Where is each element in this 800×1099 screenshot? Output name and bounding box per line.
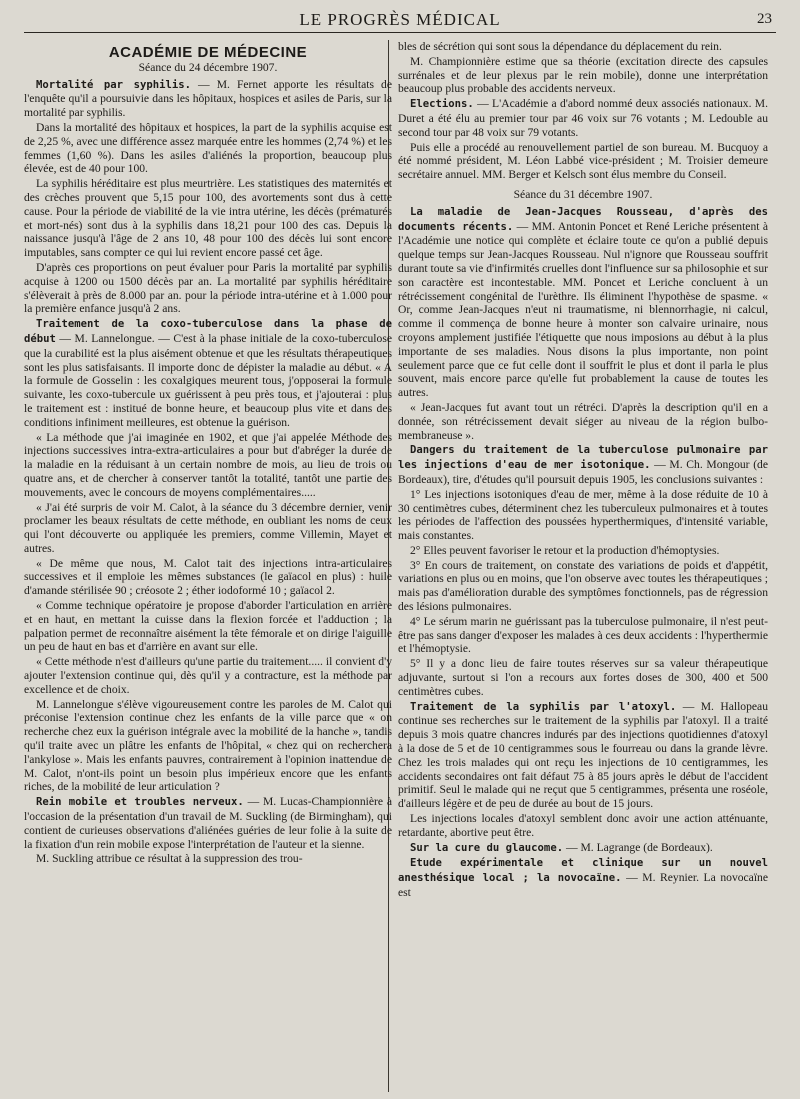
paragraph-text: La syphilis héréditaire est plus meurtrière. Les statistiques des maternités et des crèches prouvent que 5,15 pour 100, des avortements sont dus à cette cause. Pour la période de viabilité de la vie intra utérine, les décès (prématurés et mort-nés) sont dus à la syphilis dans 18,21 pour 100 des cas. Depuis la naissance jusqu'à l'âge de 2 ans 10, 48 pour 100 des décès lui sont encore imputables, sans compter ce qui lui revient encore passé cet âge.	[24, 177, 392, 260]
paragraph-heading: Elections.	[410, 98, 474, 111]
paragraph	[398, 700, 768, 811]
paragraph-text: « Comme technique opératoire je propose d'aborder l'articulation en arrière et en haut, en mettant la cuisse dans la flexion forcée et l'adduction ; la palpation permet de reconnaître aisément la tête fémorale et on dirige l'aiguille un peu de haut en bas et d'arrière en avant sur elle.	[24, 599, 392, 654]
paragraph-text: M. Suckling attribue ce résultat à la suppression des trou-	[36, 852, 303, 866]
paragraph-text: Dans la mortalité des hôpitaux et hospices, la part de la syphilis acquise est de 2,25 %, avec une différence assez marquée entre les hommes (2,74 %) et les femmes (1,60 %). Dans les asiles d'aliénés la proportion, beaucoup plus élevée, est de 40 pour 100.	[24, 120, 392, 176]
paragraph	[24, 557, 392, 598]
paragraph-heading: Mortalité par syphilis.	[36, 78, 191, 91]
paragraph-text: — M. Fernet apporte les résultats de l'enquête qu'il a poursuivie dans les hôpitaux, hospices et asiles de Paris, sur la mortalité par syphilis.	[24, 77, 392, 120]
paragraph	[398, 615, 768, 656]
paragraph	[24, 431, 392, 500]
paragraph-heading: La maladie de Jean-Jacques Rousseau, d'après des documents récents.	[398, 205, 768, 233]
paragraph-text: — L'Académie a d'abord nommé deux associés nationaux. M. Duret a été élu au premier tour par 46 voix sur 76 votants ; M. Ledouble au second tour par 48 voix sur 79 votants.	[398, 97, 768, 139]
paragraph	[398, 544, 768, 558]
paragraph-heading: Traitement de la syphilis par l'atoxyl.	[410, 700, 677, 713]
paragraph	[24, 317, 392, 429]
paragraph-heading: Dangers du traitement de la tuberculose pulmonaire par les injections d'eau de mer isotonique.	[398, 444, 768, 472]
paragraph	[398, 97, 768, 139]
paragraph	[398, 205, 768, 400]
paragraph-heading: Traitement de la coxo-tuberculose dans la phase de début	[24, 318, 392, 345]
paragraph-text: — M. Lagrange (de Bordeaux).	[563, 840, 713, 854]
paragraph	[24, 177, 392, 260]
paragraph-text: M. Lannelongue s'élève vigoureusement contre les paroles de M. Calot qui préconise l'extension continue chez les enfants de la ville parce que « on recherche chez eux la guérison intégrale avec la mobilité de la hanche », tandis qu'il traite avec un plâtre les enfants de l'hôpital, « chez qui on recherchera l'ankylose ». Mais les enfants pauvres, contrairement à l'opinion inattendue de M. Calot, n'ont-ils point un besoin plus impérieux encore que les enfants riches, de la mobilité de leur articulation ?	[24, 697, 392, 794]
paragraph	[24, 852, 392, 866]
paragraph	[398, 812, 768, 840]
paragraph-text: « Jean-Jacques fut avant tout un rétréci. D'après la description qu'il en a donnée, son rétrécissement devait siéger au niveau de la région bulbo-membraneuse ».	[398, 400, 768, 442]
right-column	[398, 40, 768, 901]
paragraph-heading: Rein mobile et troubles nerveux.	[36, 796, 244, 809]
paragraph-text: 1° Les injections isotoniques d'eau de mer, même à la dose réduite de 10 à 30 centimètres cubes, déterminent chez les tuberculeux pulmonaires et à toutes les périodes de l'affection des poussées hyperthermiques, d'intensité variable, mais constantes.	[398, 487, 768, 543]
paragraph	[24, 655, 392, 696]
paragraph-text: — MM. Antonin Poncet et René Leriche présentent à l'Académie une notice qui complète et éclaire toute ce qu'on a publié depuis quelque temps sur Jean-Jacques Rousseau. Nul n'ignore que Rousseau souffrit durant toute sa vie d'infirmités cruelles dont l'influence sur sa philosophie et sur son caractère est incontestable. MM. Poncet et Leriche concluent à un rétrécissement congénital de l'urèthre. Ils éliminent l'hypothèse de spasme. « Or, comme Jean-Jacques n'eut ni traumatisme, ni blennorrhagie, ni calcul, comme il commença de bonne heure à monter son calvaire urinaire, nous croyons amplement justifiée l'étiquette que nous imposions au début à la plus importante de ses maladies. Nous disons la plus importante, non point seulement parce que ce fut celle dont il souffrit le plus et dont il parla le plus souvent, mais encore parce qu'elle fut probablement la cause de toutes les autres.	[398, 219, 768, 400]
paragraph-text: « Cette méthode n'est d'ailleurs qu'une partie du traitement..... il convient d'y ajouter l'extension continue qui, dès qu'il y a contracture, est la méthode par excellence et de choix.	[24, 655, 392, 696]
paragraph-text: Les injections locales d'atoxyl semblent donc avoir une action atténuante, retardante, abortive peut être.	[398, 812, 768, 839]
paragraph	[398, 841, 768, 856]
paragraph	[398, 657, 768, 698]
paragraph	[24, 599, 392, 654]
left-column	[24, 40, 392, 867]
paragraph-text: — M. Reynier. La novocaïne est	[398, 871, 768, 900]
paragraph-text: 2° Elles peuvent favoriser le retour et la production d'hémoptysies.	[410, 543, 720, 557]
paragraph-heading: Sur la cure du glaucome.	[410, 841, 564, 854]
page-header	[24, 6, 776, 33]
paragraph	[24, 501, 392, 556]
paragraph-text: « De même que nous, M. Calot tait des injections intra-articulaires successives et il emploie les mêmes substances (le gaïacol en plus) : huile d'amande stérilisée 90 ; créosote 2 ; éther iodoformé 10 ; gaïacol 2.	[24, 556, 392, 598]
right-paragraphs-top	[398, 40, 768, 182]
paragraph	[398, 559, 768, 614]
paragraph	[398, 443, 768, 486]
paragraph-text: 3° En cours de traitement, on constate des variations de poids et d'appétit, variations en plus ou en moins, que l'on observe avec toutes les thérapeutiques ; mais pas d'amélioration durable des symptômes fonctionnels, pas de régression des lésions pulmonaires.	[398, 558, 768, 614]
right-paragraphs-bottom	[398, 205, 768, 900]
paragraph	[24, 698, 392, 795]
paragraph-text: — M. Lucas-Championnière à l'occasion de la présentation d'un travail de M. Suckling (de Birmingham), qui contient de curieuses observations d'aliénées guéries de leur folie à la suite de la fixation d'un rein mobile expose l'interprétation de l'auteur et la sienne.	[24, 795, 392, 851]
paragraph-text: bles de sécrétion qui sont sous la dépendance du déplacement du rein.	[398, 40, 722, 53]
session-date-2: Séance du 31 décembre 1907.	[513, 187, 653, 201]
paragraph	[398, 488, 768, 543]
paragraph	[398, 141, 768, 182]
paragraph-text: — M. Hallopeau continue ses recherches sur le traitement de la syphilis par l'atoxyl. Il a traité depuis 3 mois quatre chancres indurés par des injections quotidiennes d'atoxyl à la dose de 5 et de 10 centigrammes sous le fourreau ou dans la grande lèvre. Chez les trois malades qui ont reçu les injections de 10 centigrammes, les accidents secondaires ont fait défaut 75 à 85 jours après le début de l'accident primitif. Seul le malade qui ne reçut que 5 centigrammes, présenta une roséole, d'ailleurs légère et de peu de durée au bout de 15 jours.	[398, 699, 768, 811]
paragraph-text: D'après ces proportions on peut évaluer pour Paris la mortalité par syphilis acquise à 1200 ou 1500 décès par an. La mortalité par syphilis héréditaire s'élèverait à près de 8.000 par an. pour la période intra-utérine et à 1.000 pour la première enfance jusqu'à 2 ans.	[24, 260, 392, 316]
paragraph-text: Puis elle a procédé au renouvellement partiel de son bureau. M. Bucquoy a été nommé président, M. Léon Labbé vice-président ; M. Troisier demeure secrétaire annuel. MM. Berger et Kelsch sont élus membre du Conseil.	[398, 140, 768, 182]
paragraph	[398, 40, 768, 54]
paragraph-heading: Etude expérimentale et clinique sur un nouvel anesthésique local ; la novocaïne.	[398, 857, 768, 885]
paragraph	[398, 401, 768, 442]
paragraph-text: — M. Ch. Mongour (de Bordeaux), tire, d'études qu'il poursuit depuis 1905, les conclusions suivantes :	[398, 458, 768, 486]
paragraph	[24, 78, 392, 120]
section-title: ACADÉMIE DE MÉDECINE	[108, 44, 308, 61]
paragraph	[24, 795, 392, 851]
paragraph	[398, 55, 768, 96]
session-date: Séance du 24 décembre 1907.	[138, 60, 278, 74]
paragraph-text: « La méthode que j'ai imaginée en 1902, et que j'ai appelée Méthode des injections successives intra-extra-articulaires a pour but d'abréger la durée de la maladie en la réduisant à un certain nombre de mois, au lieu de trois ou quatre ans, et de chercher à conserver tantôt la totalité, tantôt une partie des mouvements, avec le concours de moyens complémentaires.....	[24, 430, 392, 499]
paragraph	[24, 261, 392, 316]
paragraph-text: M. Championnière estime que sa théorie (excitation directe des capsules surrénales et de leur plexus par le rein mobile), donne une interprétation beaucoup plus probable des accidents nerveux.	[398, 54, 768, 96]
paragraph-text: 4° Le sérum marin ne guérissant pas la tuberculose pulmonaire, il n'est peut-être pas sans danger d'exposer les malades à ces deux accidents : l'hyperthermie et l'hémoptysie.	[398, 614, 768, 656]
paragraph-text: « J'ai été surpris de voir M. Calot, à la séance du 3 décembre dernier, venir proclamer les beaux résultats de cette méthode, en oubliant les noms de ceux qui l'ont découverte ou appliquée les premiers, comme Villemin, Mayet et autres.	[24, 500, 392, 555]
paragraph	[398, 856, 768, 899]
paragraph-text: — M. Lannelongue. — C'est à la phase initiale de la coxo-tuberculose que la curabilité est la plus aisément obtenue et que les résultats thérapeutiques sont les plus satisfaisants. Il importe donc de dépister la maladie au début. « A la formule de Gosselin : les coxalgiques meurent tous, j'opposerai la formule suivante, les coxo-tubercule ux guérissent à peu près tous, et j'ajouterai : plus le traitement est : institué de bonne heure, et beaucoup plus vite et dans des conditions infiniment meilleures, est obtenue la guérison.	[24, 331, 392, 429]
journal-title: LE PROGRÈS MÉDICAL	[299, 10, 501, 29]
left-paragraphs	[24, 78, 392, 867]
paragraph	[24, 121, 392, 176]
page-number: 23	[757, 11, 772, 27]
paragraph-text: 5° Il y a donc lieu de faire toutes réserves sur sa valeur thérapeutique adjuvante, surtout si l'on a recours aux fortes doses de 300, 400 et 500 centimètres cubes.	[398, 657, 768, 698]
